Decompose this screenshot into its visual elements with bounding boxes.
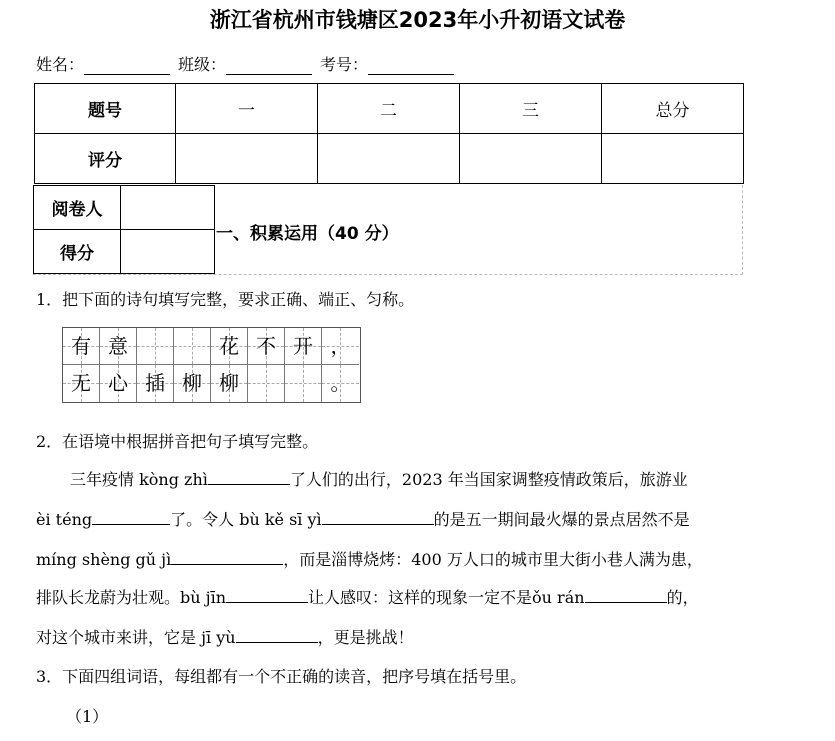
score-cell[interactable]	[176, 134, 318, 184]
exam-no-blank[interactable]	[368, 58, 454, 75]
grid-cell[interactable]: 插	[137, 365, 174, 402]
name-blank[interactable]	[84, 58, 170, 75]
score-table-header-cell: 三	[460, 84, 602, 134]
grid-cell[interactable]: 花	[211, 328, 248, 365]
passage-line-4: 排队长龙蔚为壮观。bù jīn 让人感叹：这样的现象一定不是ǒu rán 的，	[36, 588, 699, 607]
question-3-sub-1: （1）	[66, 707, 109, 726]
grid-cell[interactable]: 心	[100, 365, 137, 402]
passage-line-5: 对这个城市来讲，它是 jī yù ，更是挑战！	[36, 628, 414, 647]
score-table-header-cell: 题号	[35, 84, 176, 134]
grid-cell[interactable]: 不	[248, 328, 285, 365]
answer-blank[interactable]	[236, 627, 318, 643]
class-label: 班级：	[178, 55, 227, 74]
score-table-header-cell: 二	[318, 84, 460, 134]
score-cell[interactable]	[318, 134, 460, 184]
score-table	[34, 83, 744, 184]
poem-grid	[62, 327, 361, 403]
grid-cell[interactable]	[137, 328, 174, 365]
score-table-score-row	[35, 134, 744, 184]
answer-blank[interactable]	[226, 587, 308, 603]
grader-score-cell[interactable]	[121, 230, 215, 274]
class-blank[interactable]	[226, 58, 312, 75]
student-info-row	[36, 52, 462, 75]
grid-cell[interactable]: 柳	[211, 365, 248, 402]
grid-cell[interactable]: ，	[322, 328, 359, 365]
score-cell[interactable]	[460, 134, 602, 184]
score-table-header-cell: 总分	[602, 84, 744, 134]
grid-cell[interactable]: 无	[63, 365, 100, 402]
grid-cell[interactable]: 意	[100, 328, 137, 365]
grid-cell[interactable]: 有	[63, 328, 100, 365]
question-3: 3．下面四组词语，每组都有一个不正确的读音，把序号填在括号里。	[36, 667, 527, 686]
grid-cell[interactable]: 。	[322, 365, 359, 402]
score-table-header-cell: 一	[176, 84, 318, 134]
passage-line-3: míng shèng gǔ jì ，而是淄博烧烤：400 万人口的城市里大街小巷人满为患，	[36, 550, 703, 569]
passage-line-1: 三年疫情 kòng zhì 了人们的出行，2023 年当国家调整疫情政策后，旅游业	[70, 470, 688, 489]
passage-line-2: èi téng 了。令人 bù kě sī yì 的是五一期间最火爆的景点居然不是	[36, 510, 690, 529]
answer-blank[interactable]	[171, 549, 283, 565]
question-2: 2．在语境中根据拼音把句子填写完整。	[36, 432, 319, 451]
score-row-label: 评分	[35, 134, 176, 184]
answer-blank[interactable]	[92, 509, 170, 525]
reviewer-label: 阅卷人	[34, 186, 121, 230]
answer-blank[interactable]	[208, 469, 290, 485]
grader-table	[33, 185, 215, 274]
grid-cell[interactable]: 柳	[174, 365, 211, 402]
name-label: 姓名：	[36, 55, 85, 74]
grid-cell[interactable]	[248, 365, 285, 402]
grid-cell[interactable]	[174, 328, 211, 365]
grader-score-label: 得分	[34, 230, 121, 274]
grid-cell[interactable]: 开	[285, 328, 322, 365]
grid-cell[interactable]	[285, 365, 322, 402]
answer-blank[interactable]	[322, 509, 434, 525]
section-heading: 一、积累运用（40 分）	[216, 224, 399, 244]
exam-no-label: 考号：	[320, 55, 369, 74]
question-1: 1．把下面的诗句填写完整，要求正确、端正、匀称。	[36, 290, 415, 309]
page-title: 浙江省杭州市钱塘区2023年小升初语文试卷	[209, 8, 626, 32]
score-table-header-row	[35, 84, 744, 134]
answer-blank[interactable]	[585, 587, 667, 603]
reviewer-cell[interactable]	[121, 186, 215, 230]
score-cell[interactable]	[602, 134, 744, 184]
